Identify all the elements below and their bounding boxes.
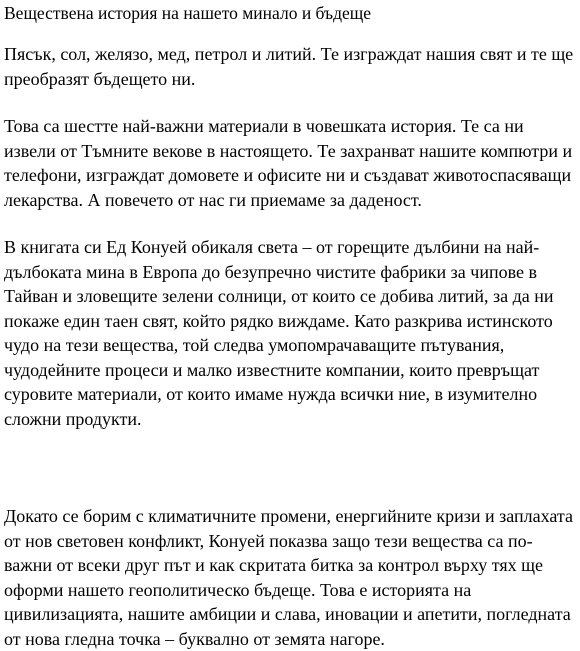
document-title: Веществена история на нашето минало и бъдеще [4,3,371,23]
paragraph-2: Това са шестте най-важни материали в човешката история. Те са ни извели от Тъмните векове в настоящето. Те захранват нашите компютри и телефони, изграждат домовете и офисите ни и създават животоспасяващи лекарства. А повечето от нас ги приемаме за даденост. [4,116,573,210]
paragraph-4: Докато се борим с климатичните промени, енергийните кризи и заплахата от нов световен конфликт, Конуей показва защо тези вещества са по-важни от всеки друг път и как скритата битка за контрол върху тях ще оформи нашето геополитическо бъдеще. Това е историята на цивилизацията, нашите амбиции и слава, иновации и апетити, погледната от нова гледна точка – буквално от земята нагоре. [4,506,573,649]
document-body [4,0,576,651]
paragraph-3: В книгата си Ед Конуей обикаля света – от горещите дълбини на най-дълбоката мина в Европа до безупречно чистите фабрики за чипове в Тайван и зловещите зелени солници, от които се добива литий, за да ни покаже един таен свят, който рядко виждаме. Като разкрива истинското чудо на тези вещества, той следва умопомрачаващите пътувания, чудодейните процеси и малко известните компании, които превръщат суровите материали, от които имаме нужда всички ние, в изумително сложни продукти. [4,237,554,429]
paragraph-1: Пясък, сол, желязо, мед, петрол и литий. Те изграждат нашия свят и те ще преобразят бъдещето ни. [4,44,574,89]
